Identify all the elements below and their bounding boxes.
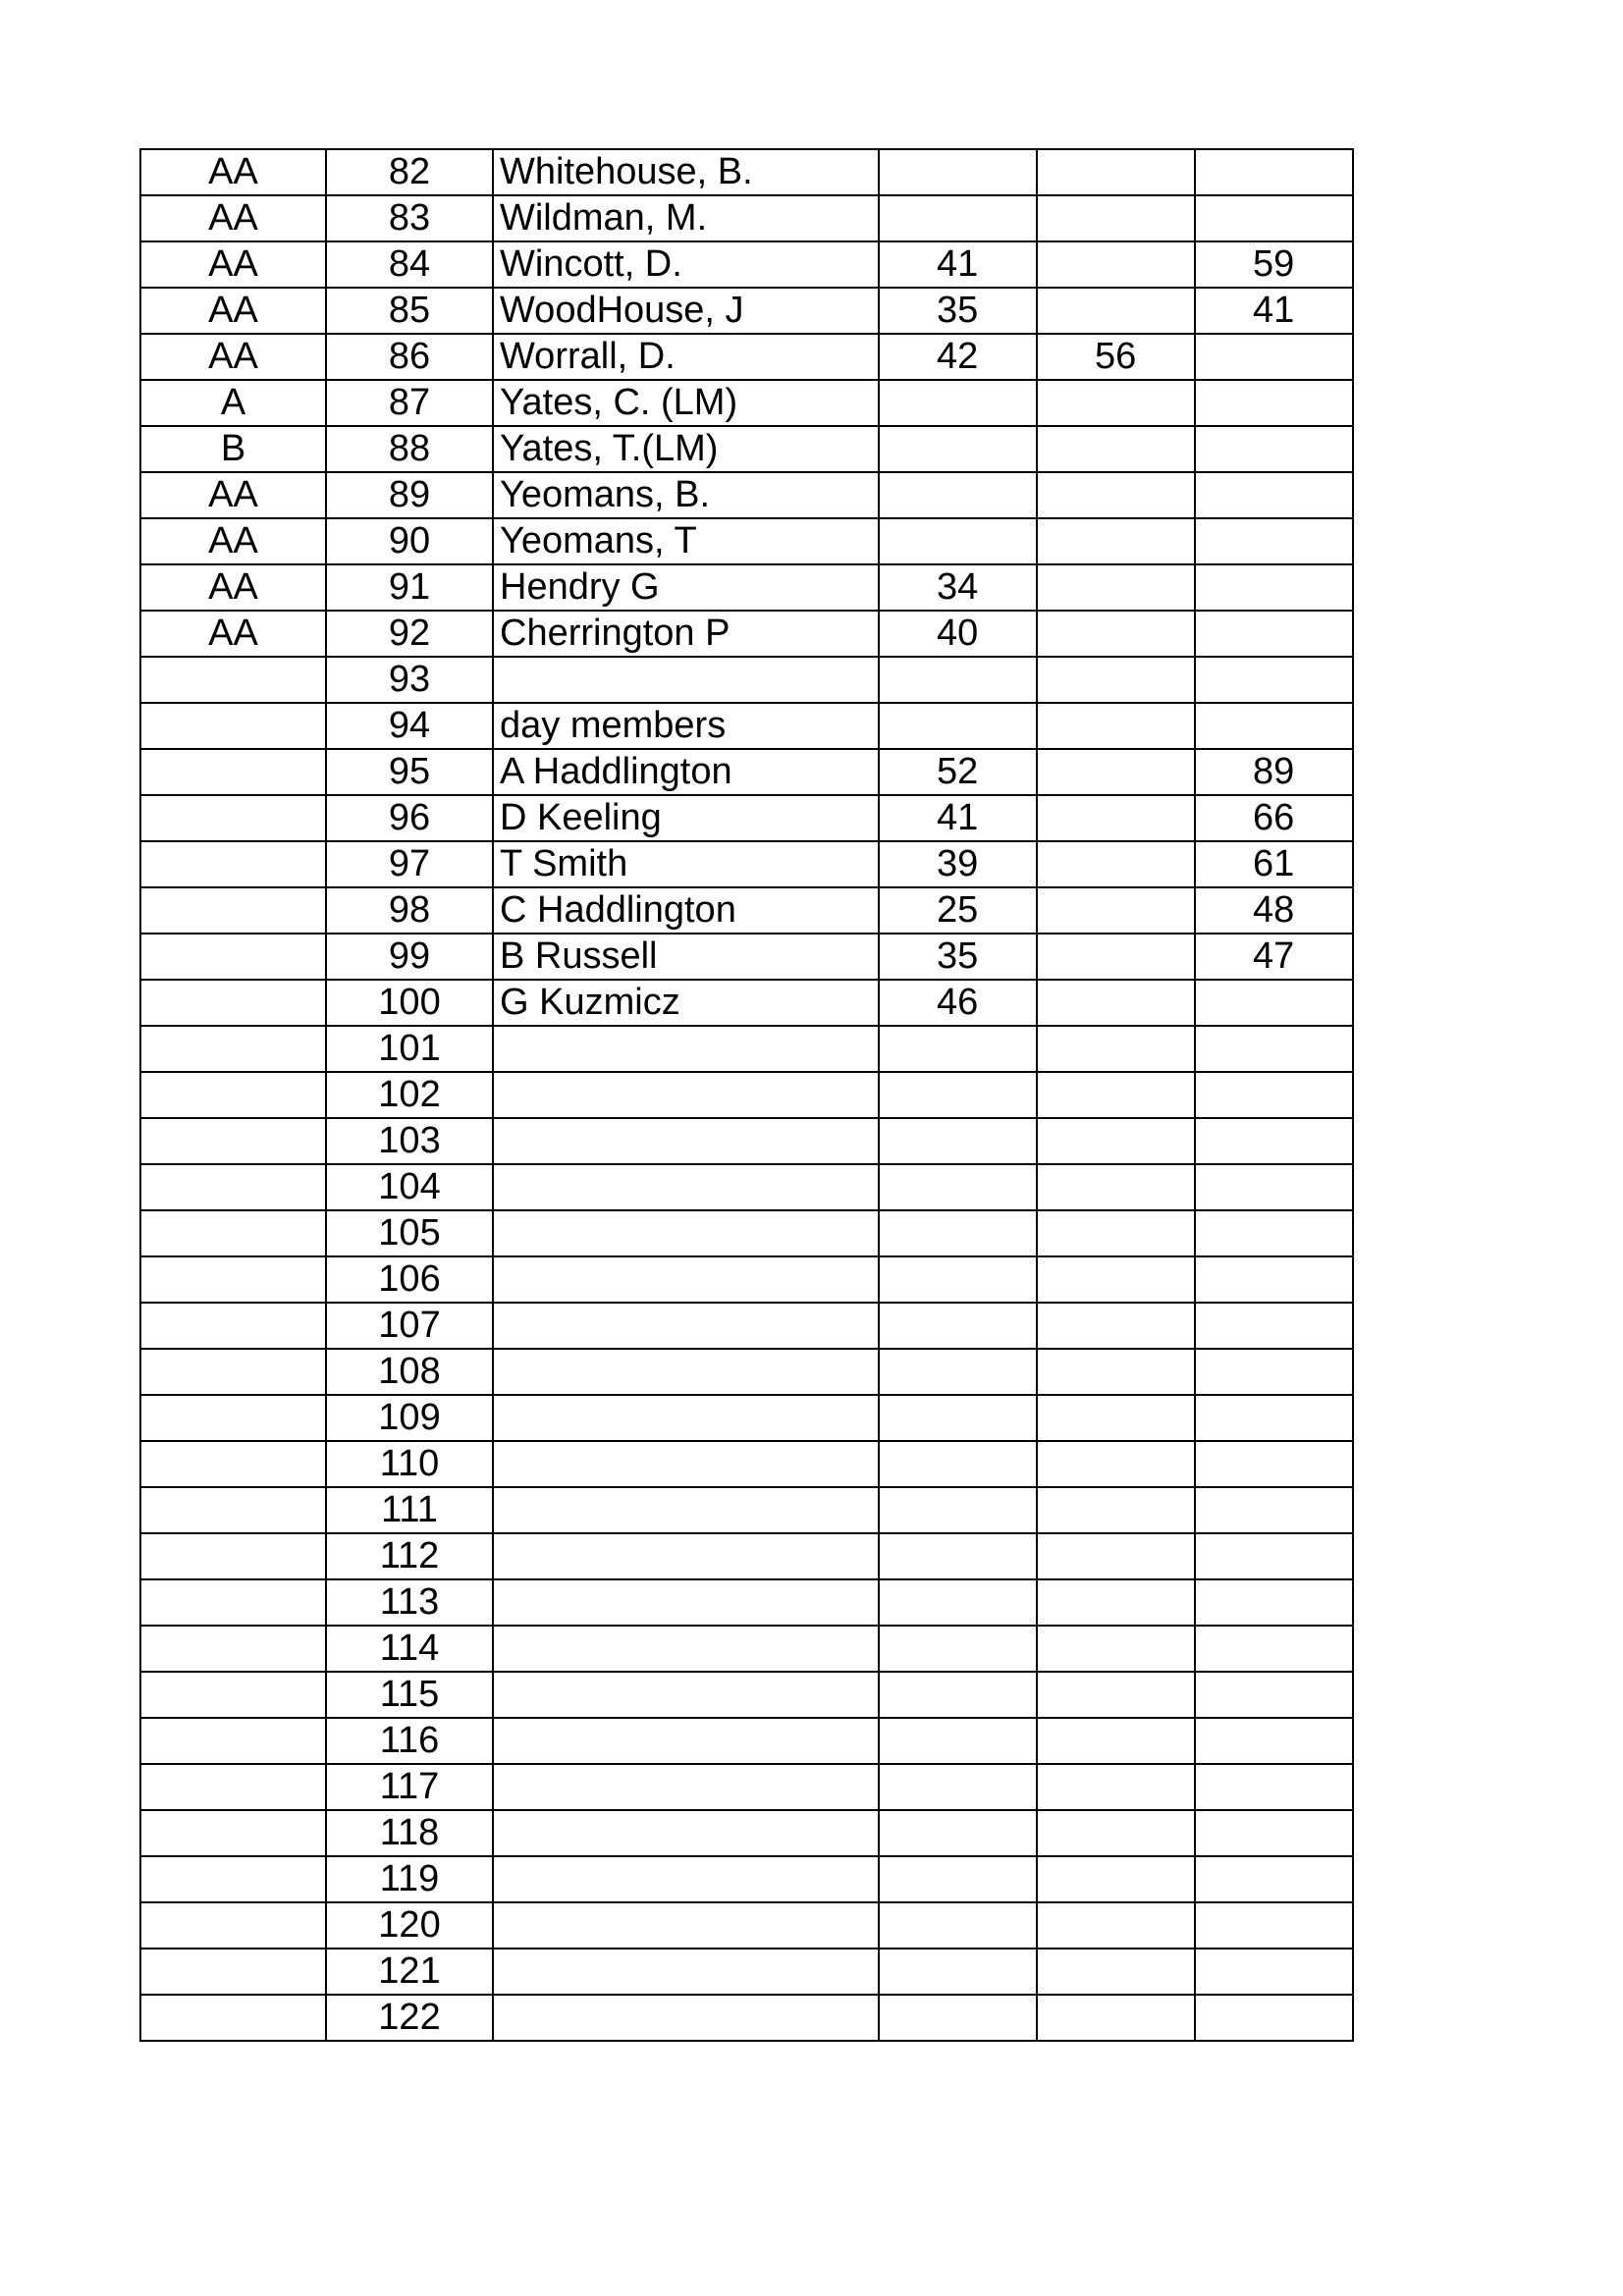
member-number-cell: 98 xyxy=(326,887,493,934)
grade-cell: AA xyxy=(140,564,326,611)
score-2-cell xyxy=(1037,1626,1195,1672)
score-3-cell xyxy=(1195,1256,1353,1303)
score-1-cell xyxy=(879,426,1037,472)
score-2-cell xyxy=(1037,1303,1195,1349)
table-row xyxy=(140,1672,1353,1718)
score-1-cell xyxy=(879,1579,1037,1626)
member-number-cell: 118 xyxy=(326,1810,493,1856)
member-number-cell: 83 xyxy=(326,195,493,241)
score-2-cell xyxy=(1037,1487,1195,1533)
score-3-cell xyxy=(1195,1349,1353,1395)
grade-cell xyxy=(140,1487,326,1533)
grade-cell xyxy=(140,934,326,980)
score-3-cell xyxy=(1195,1902,1353,1949)
member-name-cell xyxy=(493,1902,879,1949)
table-row xyxy=(140,1072,1353,1118)
member-number-cell: 115 xyxy=(326,1672,493,1718)
score-2-cell xyxy=(1037,518,1195,564)
member-number-cell: 110 xyxy=(326,1441,493,1487)
member-number-cell: 102 xyxy=(326,1072,493,1118)
grade-cell xyxy=(140,1718,326,1764)
score-2-cell xyxy=(1037,1672,1195,1718)
score-1-cell xyxy=(879,518,1037,564)
score-2-cell xyxy=(1037,795,1195,841)
table-row xyxy=(140,1164,1353,1210)
score-1-cell: 35 xyxy=(879,934,1037,980)
member-name-cell xyxy=(493,1856,879,1902)
score-3-cell xyxy=(1195,657,1353,703)
score-3-cell xyxy=(1195,611,1353,657)
member-name-cell xyxy=(493,1995,879,2041)
score-2-cell xyxy=(1037,887,1195,934)
score-2-cell xyxy=(1037,1533,1195,1579)
score-1-cell xyxy=(879,1995,1037,2041)
score-2-cell xyxy=(1037,1349,1195,1395)
table-row xyxy=(140,241,1353,288)
score-1-cell xyxy=(879,1164,1037,1210)
score-2-cell xyxy=(1037,1395,1195,1441)
grade-cell xyxy=(140,1349,326,1395)
score-2-cell xyxy=(1037,1902,1195,1949)
table-row xyxy=(140,1256,1353,1303)
table-row xyxy=(140,1395,1353,1441)
score-1-cell: 46 xyxy=(879,980,1037,1026)
score-2-cell xyxy=(1037,195,1195,241)
score-1-cell xyxy=(879,1349,1037,1395)
table-row xyxy=(140,795,1353,841)
score-2-cell xyxy=(1037,1441,1195,1487)
member-name-cell: Cherrington P xyxy=(493,611,879,657)
table-row xyxy=(140,611,1353,657)
table-row xyxy=(140,1487,1353,1533)
score-2-cell xyxy=(1037,1164,1195,1210)
score-1-cell xyxy=(879,1303,1037,1349)
score-1-cell xyxy=(879,1533,1037,1579)
member-number-cell: 86 xyxy=(326,334,493,380)
score-1-cell xyxy=(879,1672,1037,1718)
score-1-cell xyxy=(879,1210,1037,1256)
member-name-cell xyxy=(493,1256,879,1303)
score-1-cell xyxy=(879,1949,1037,1995)
score-3-cell xyxy=(1195,518,1353,564)
grade-cell xyxy=(140,1902,326,1949)
member-number-cell: 90 xyxy=(326,518,493,564)
member-name-cell xyxy=(493,1949,879,1995)
member-name-cell: Yates, T.(LM) xyxy=(493,426,879,472)
grade-cell xyxy=(140,703,326,749)
score-1-cell: 41 xyxy=(879,795,1037,841)
score-3-cell xyxy=(1195,1441,1353,1487)
score-1-cell xyxy=(879,1256,1037,1303)
grade-cell: AA xyxy=(140,288,326,334)
grade-cell: A xyxy=(140,380,326,426)
score-2-cell xyxy=(1037,841,1195,887)
score-3-cell xyxy=(1195,1579,1353,1626)
member-name-cell: Yates, C. (LM) xyxy=(493,380,879,426)
score-3-cell xyxy=(1195,1164,1353,1210)
member-name-cell: Yeomans, T xyxy=(493,518,879,564)
member-name-cell xyxy=(493,1487,879,1533)
table-row xyxy=(140,1118,1353,1164)
grade-cell xyxy=(140,980,326,1026)
member-number-cell: 111 xyxy=(326,1487,493,1533)
score-2-cell: 56 xyxy=(1037,334,1195,380)
grade-cell xyxy=(140,1856,326,1902)
grade-cell xyxy=(140,887,326,934)
table-row xyxy=(140,703,1353,749)
score-3-cell xyxy=(1195,1995,1353,2041)
score-3-cell xyxy=(1195,1210,1353,1256)
score-2-cell xyxy=(1037,1026,1195,1072)
score-1-cell xyxy=(879,1487,1037,1533)
table-row xyxy=(140,472,1353,518)
member-name-cell xyxy=(493,657,879,703)
score-1-cell xyxy=(879,1902,1037,1949)
table-row xyxy=(140,1995,1353,2041)
member-number-cell: 96 xyxy=(326,795,493,841)
score-3-cell xyxy=(1195,426,1353,472)
table-row xyxy=(140,1303,1353,1349)
score-1-cell xyxy=(879,657,1037,703)
grade-cell xyxy=(140,1395,326,1441)
member-number-cell: 101 xyxy=(326,1026,493,1072)
score-2-cell xyxy=(1037,380,1195,426)
member-number-cell: 108 xyxy=(326,1349,493,1395)
member-name-cell: Worrall, D. xyxy=(493,334,879,380)
score-1-cell: 41 xyxy=(879,241,1037,288)
grade-cell xyxy=(140,1626,326,1672)
table-row xyxy=(140,1533,1353,1579)
score-3-cell: 48 xyxy=(1195,887,1353,934)
member-number-cell: 106 xyxy=(326,1256,493,1303)
score-3-cell xyxy=(1195,1672,1353,1718)
score-3-cell xyxy=(1195,1395,1353,1441)
score-2-cell xyxy=(1037,1856,1195,1902)
table-row xyxy=(140,1718,1353,1764)
member-name-cell: WoodHouse, J xyxy=(493,288,879,334)
member-name-cell: T Smith xyxy=(493,841,879,887)
score-3-cell xyxy=(1195,980,1353,1026)
member-name-cell xyxy=(493,1626,879,1672)
score-3-cell: 61 xyxy=(1195,841,1353,887)
score-2-cell xyxy=(1037,1718,1195,1764)
score-2-cell xyxy=(1037,564,1195,611)
table-row xyxy=(140,1026,1353,1072)
score-3-cell: 66 xyxy=(1195,795,1353,841)
member-name-cell: Wildman, M. xyxy=(493,195,879,241)
score-table xyxy=(139,148,1354,2042)
grade-cell xyxy=(140,795,326,841)
score-3-cell xyxy=(1195,1072,1353,1118)
score-2-cell xyxy=(1037,703,1195,749)
grade-cell xyxy=(140,1810,326,1856)
score-1-cell: 39 xyxy=(879,841,1037,887)
score-1-cell xyxy=(879,1118,1037,1164)
grade-cell: AA xyxy=(140,611,326,657)
member-name-cell: day members xyxy=(493,703,879,749)
member-name-cell xyxy=(493,1210,879,1256)
score-3-cell: 47 xyxy=(1195,934,1353,980)
member-name-cell: Hendry G xyxy=(493,564,879,611)
score-2-cell xyxy=(1037,1072,1195,1118)
table-row xyxy=(140,749,1353,795)
member-name-cell: Wincott, D. xyxy=(493,241,879,288)
table-row xyxy=(140,1349,1353,1395)
grade-cell xyxy=(140,1533,326,1579)
member-number-cell: 97 xyxy=(326,841,493,887)
member-name-cell xyxy=(493,1810,879,1856)
table-row xyxy=(140,1210,1353,1256)
table-row xyxy=(140,149,1353,195)
score-3-cell xyxy=(1195,1718,1353,1764)
score-1-cell xyxy=(879,195,1037,241)
member-name-cell: G Kuzmicz xyxy=(493,980,879,1026)
grade-cell xyxy=(140,657,326,703)
score-1-cell: 25 xyxy=(879,887,1037,934)
score-2-cell xyxy=(1037,1764,1195,1810)
score-3-cell xyxy=(1195,1303,1353,1349)
grade-cell xyxy=(140,1256,326,1303)
table-row xyxy=(140,426,1353,472)
table-row xyxy=(140,1579,1353,1626)
table-row xyxy=(140,1764,1353,1810)
score-1-cell: 34 xyxy=(879,564,1037,611)
member-number-cell: 88 xyxy=(326,426,493,472)
member-name-cell xyxy=(493,1764,879,1810)
member-number-cell: 121 xyxy=(326,1949,493,1995)
score-3-cell xyxy=(1195,1810,1353,1856)
grade-cell xyxy=(140,1995,326,2041)
member-number-cell: 114 xyxy=(326,1626,493,1672)
score-3-cell xyxy=(1195,1118,1353,1164)
member-number-cell: 122 xyxy=(326,1995,493,2041)
member-name-cell xyxy=(493,1441,879,1487)
member-name-cell: Yeomans, B. xyxy=(493,472,879,518)
member-name-cell xyxy=(493,1026,879,1072)
grade-cell: AA xyxy=(140,472,326,518)
score-1-cell: 52 xyxy=(879,749,1037,795)
score-1-cell xyxy=(879,1441,1037,1487)
member-name-cell xyxy=(493,1718,879,1764)
grade-cell: AA xyxy=(140,518,326,564)
grade-cell xyxy=(140,1764,326,1810)
member-number-cell: 112 xyxy=(326,1533,493,1579)
member-name-cell xyxy=(493,1672,879,1718)
table-row xyxy=(140,934,1353,980)
member-name-cell: C Haddlington xyxy=(493,887,879,934)
score-table-body xyxy=(140,149,1353,2041)
score-2-cell xyxy=(1037,472,1195,518)
score-3-cell: 89 xyxy=(1195,749,1353,795)
member-name-cell xyxy=(493,1303,879,1349)
grade-cell xyxy=(140,1949,326,1995)
member-number-cell: 107 xyxy=(326,1303,493,1349)
table-row xyxy=(140,518,1353,564)
score-2-cell xyxy=(1037,241,1195,288)
score-2-cell xyxy=(1037,934,1195,980)
score-1-cell: 42 xyxy=(879,334,1037,380)
member-number-cell: 85 xyxy=(326,288,493,334)
score-1-cell: 40 xyxy=(879,611,1037,657)
member-name-cell: B Russell xyxy=(493,934,879,980)
score-2-cell xyxy=(1037,749,1195,795)
score-1-cell xyxy=(879,1072,1037,1118)
member-number-cell: 84 xyxy=(326,241,493,288)
grade-cell xyxy=(140,1118,326,1164)
member-number-cell: 99 xyxy=(326,934,493,980)
member-name-cell: Whitehouse, B. xyxy=(493,149,879,195)
member-name-cell xyxy=(493,1579,879,1626)
table-row xyxy=(140,1902,1353,1949)
grade-cell xyxy=(140,1303,326,1349)
score-3-cell xyxy=(1195,1764,1353,1810)
member-name-cell xyxy=(493,1072,879,1118)
score-1-cell xyxy=(879,1856,1037,1902)
table-row xyxy=(140,334,1353,380)
member-number-cell: 100 xyxy=(326,980,493,1026)
score-2-cell xyxy=(1037,1949,1195,1995)
score-1-cell xyxy=(879,472,1037,518)
score-3-cell xyxy=(1195,1487,1353,1533)
grade-cell: AA xyxy=(140,149,326,195)
grade-cell xyxy=(140,841,326,887)
member-number-cell: 120 xyxy=(326,1902,493,1949)
member-number-cell: 82 xyxy=(326,149,493,195)
score-2-cell xyxy=(1037,149,1195,195)
score-1-cell xyxy=(879,1764,1037,1810)
score-3-cell xyxy=(1195,703,1353,749)
member-number-cell: 117 xyxy=(326,1764,493,1810)
table-row xyxy=(140,1949,1353,1995)
score-1-cell xyxy=(879,1026,1037,1072)
member-number-cell: 91 xyxy=(326,564,493,611)
score-2-cell xyxy=(1037,426,1195,472)
member-number-cell: 92 xyxy=(326,611,493,657)
table-row xyxy=(140,1856,1353,1902)
score-2-cell xyxy=(1037,1579,1195,1626)
member-name-cell xyxy=(493,1118,879,1164)
score-2-cell xyxy=(1037,1810,1195,1856)
table-row xyxy=(140,841,1353,887)
member-number-cell: 87 xyxy=(326,380,493,426)
table-row xyxy=(140,1626,1353,1672)
score-2-cell xyxy=(1037,1118,1195,1164)
score-1-cell xyxy=(879,1395,1037,1441)
table-row xyxy=(140,887,1353,934)
grade-cell: AA xyxy=(140,334,326,380)
score-2-cell xyxy=(1037,1210,1195,1256)
score-2-cell xyxy=(1037,657,1195,703)
member-number-cell: 116 xyxy=(326,1718,493,1764)
table-row xyxy=(140,657,1353,703)
score-3-cell xyxy=(1195,472,1353,518)
member-name-cell: A Haddlington xyxy=(493,749,879,795)
score-3-cell xyxy=(1195,1856,1353,1902)
score-1-cell xyxy=(879,1810,1037,1856)
member-number-cell: 95 xyxy=(326,749,493,795)
score-3-cell xyxy=(1195,380,1353,426)
member-number-cell: 113 xyxy=(326,1579,493,1626)
grade-cell xyxy=(140,1072,326,1118)
grade-cell xyxy=(140,1579,326,1626)
score-3-cell xyxy=(1195,1949,1353,1995)
member-name-cell xyxy=(493,1349,879,1395)
score-3-cell xyxy=(1195,149,1353,195)
member-number-cell: 93 xyxy=(326,657,493,703)
score-2-cell xyxy=(1037,1256,1195,1303)
grade-cell: B xyxy=(140,426,326,472)
table-row xyxy=(140,380,1353,426)
score-3-cell xyxy=(1195,1533,1353,1579)
member-number-cell: 103 xyxy=(326,1118,493,1164)
table-row xyxy=(140,980,1353,1026)
grade-cell: AA xyxy=(140,195,326,241)
member-number-cell: 94 xyxy=(326,703,493,749)
score-1-cell xyxy=(879,1626,1037,1672)
score-2-cell xyxy=(1037,611,1195,657)
grade-cell xyxy=(140,1210,326,1256)
grade-cell xyxy=(140,1026,326,1072)
score-3-cell xyxy=(1195,1626,1353,1672)
member-number-cell: 119 xyxy=(326,1856,493,1902)
score-1-cell xyxy=(879,380,1037,426)
table-row xyxy=(140,1810,1353,1856)
member-number-cell: 109 xyxy=(326,1395,493,1441)
score-2-cell xyxy=(1037,980,1195,1026)
score-3-cell xyxy=(1195,334,1353,380)
table-row xyxy=(140,1441,1353,1487)
score-1-cell xyxy=(879,1718,1037,1764)
member-name-cell: D Keeling xyxy=(493,795,879,841)
member-number-cell: 104 xyxy=(326,1164,493,1210)
grade-cell xyxy=(140,749,326,795)
table-row xyxy=(140,564,1353,611)
score-2-cell xyxy=(1037,288,1195,334)
member-number-cell: 105 xyxy=(326,1210,493,1256)
score-3-cell xyxy=(1195,1026,1353,1072)
grade-cell: AA xyxy=(140,241,326,288)
member-name-cell xyxy=(493,1533,879,1579)
score-1-cell xyxy=(879,703,1037,749)
grade-cell xyxy=(140,1441,326,1487)
score-1-cell: 35 xyxy=(879,288,1037,334)
member-name-cell xyxy=(493,1395,879,1441)
score-3-cell xyxy=(1195,195,1353,241)
table-row xyxy=(140,195,1353,241)
grade-cell xyxy=(140,1164,326,1210)
member-name-cell xyxy=(493,1164,879,1210)
score-1-cell xyxy=(879,149,1037,195)
score-3-cell: 41 xyxy=(1195,288,1353,334)
member-number-cell: 89 xyxy=(326,472,493,518)
table-row xyxy=(140,288,1353,334)
grade-cell xyxy=(140,1672,326,1718)
score-3-cell xyxy=(1195,564,1353,611)
score-2-cell xyxy=(1037,1995,1195,2041)
score-3-cell: 59 xyxy=(1195,241,1353,288)
